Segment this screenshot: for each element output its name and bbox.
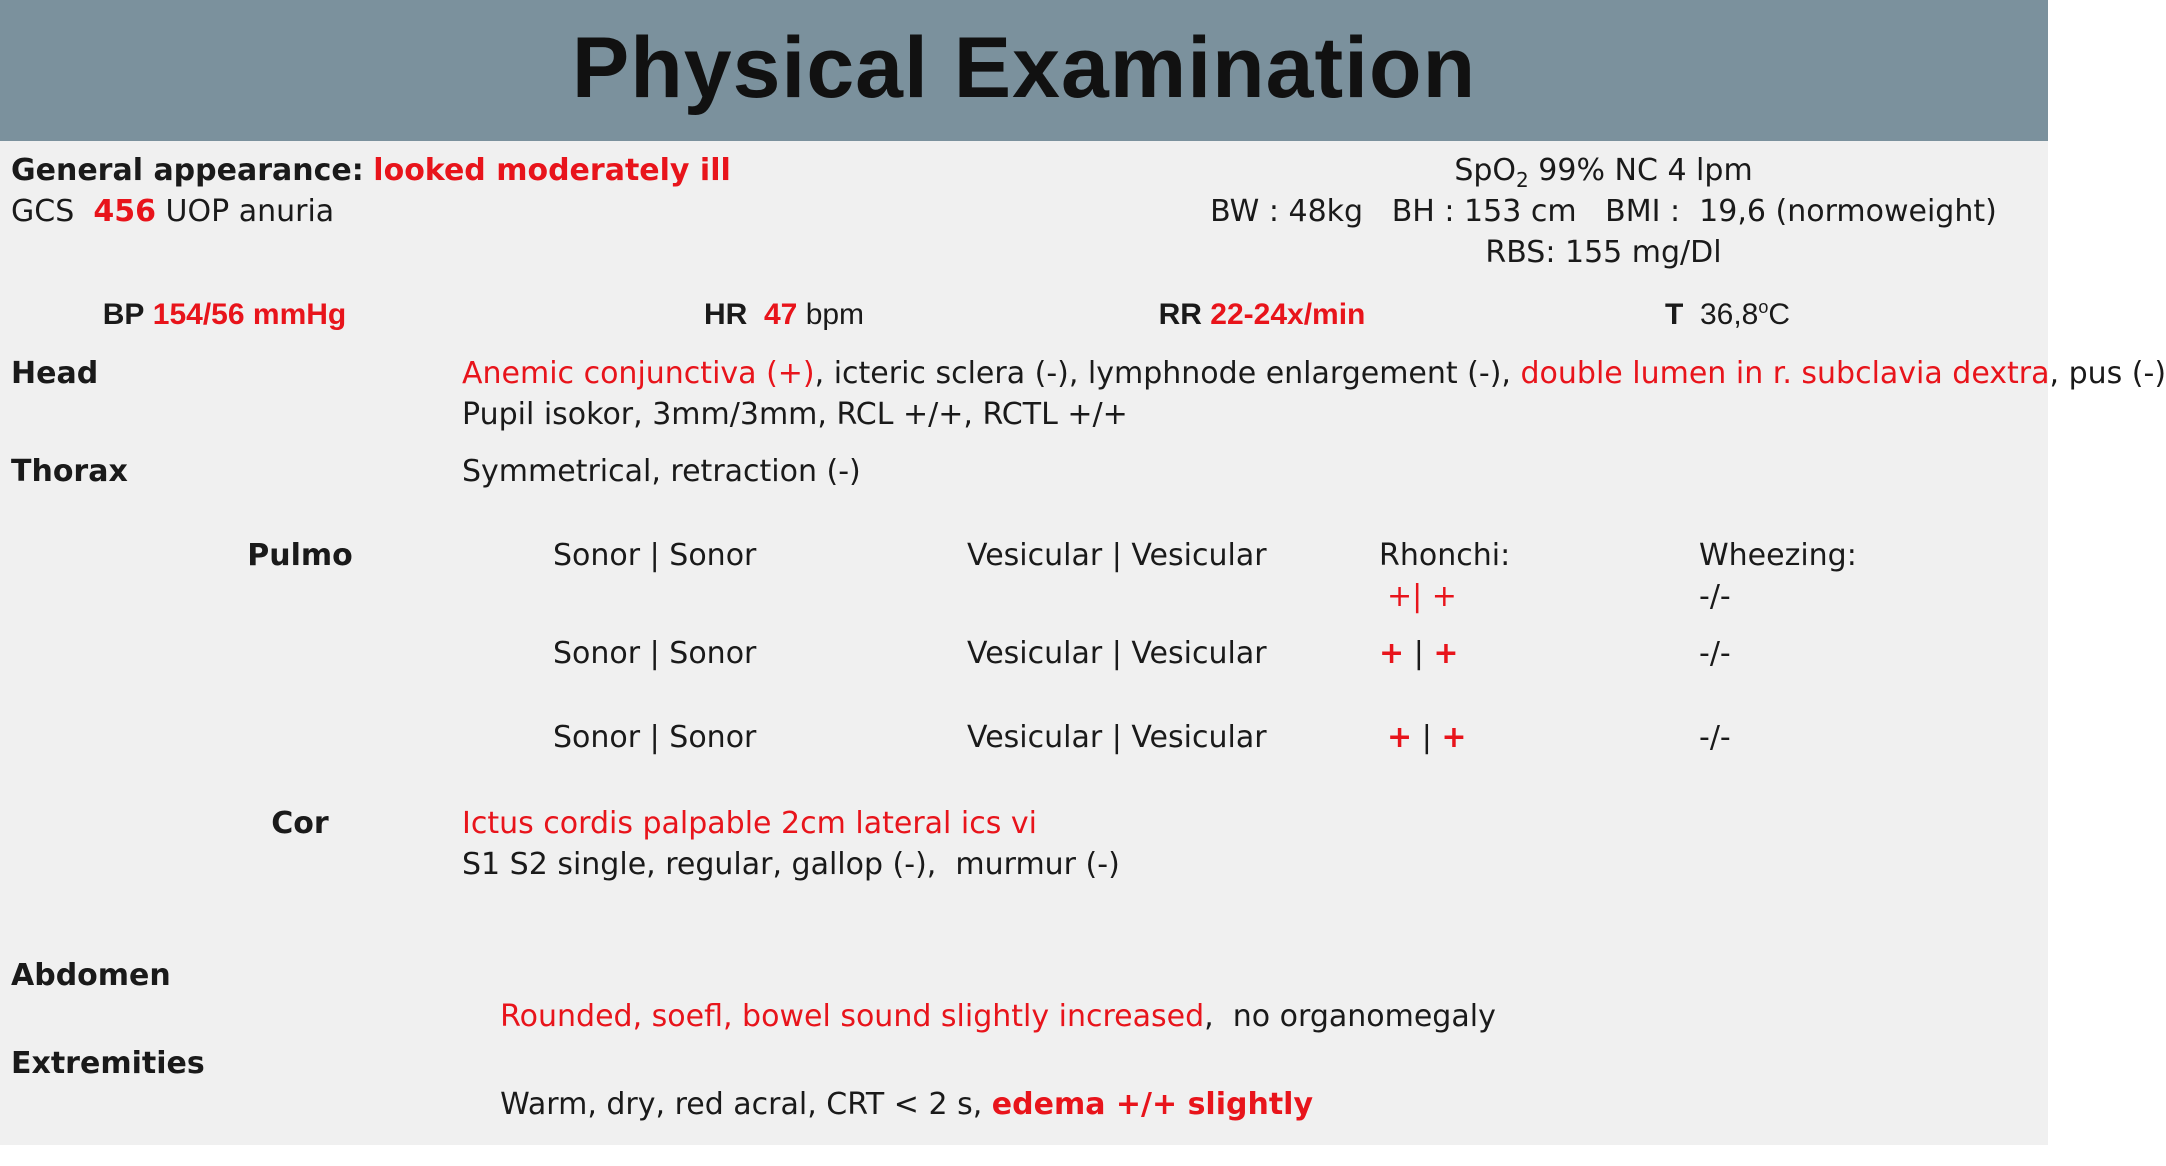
pulmo-rhonchi-1 [1368,528,1686,624]
spo2-subscript: 2 [1516,168,1529,192]
spo2-line [1159,150,2048,191]
uop-value: UOP anuria [165,194,335,229]
temp-value: 36,8 [1699,298,1759,331]
general-appearance-label: General appearance: [11,153,364,188]
thorax-value: Symmetrical, retraction (-) [451,444,2048,526]
hr-cell [451,287,1117,344]
head-anemic: Anemic conjunctiva (+) [462,356,815,391]
general-cell [0,143,1117,285]
pulmo-auscultation-2: Vesicular | Vesicular [851,626,1366,708]
spo2-value: 99% NC 4 lpm [1538,153,1753,188]
abdomen-label: Abdomen [0,948,449,1034]
bp-cell [0,287,449,344]
pulmo-label: Pulmo [151,528,449,794]
temp-label: T [1664,298,1684,331]
body-measures: BW : 48kg BH : 153 cm BMI : 19,6 (normoweight) [1210,194,1997,229]
head-label: Head [0,346,449,442]
pulmo-auscultation-1: Vesicular | Vesicular [851,528,1366,624]
head-pupil: Pupil isokor, 3mm/3mm, RCL +/+, RCTL +/+ [462,397,1128,432]
rhonchi-right-1: + [1431,579,1457,614]
bp-label: BP [102,298,145,331]
rr-label: RR [1158,298,1202,331]
rr-value: 22-24x/min [1210,298,1366,331]
abdomen-rest-text: , no organomegaly [1204,999,1496,1034]
temp-unit: C [1768,298,1791,331]
pulmo-percussion-3: Sonor | Sonor [451,710,849,794]
abdomen-red-text: Rounded, soefl, bowel sound slightly increased [500,999,1205,1034]
head-text-2: , pus (-) [2049,356,2166,391]
pulmo-percussion-1: Sonor | Sonor [451,528,849,624]
rhonchi-left-3: + [1387,720,1413,755]
pulmo-wheezing-1 [1688,528,2048,624]
measures-cell [1119,143,2048,285]
general-appearance-value: looked moderately ill [373,153,731,188]
abdomen-findings [451,948,2048,1034]
extremities-label: Extremities [0,1036,449,1145]
gcs-value: 456 [93,194,156,229]
cor-findings [451,796,2048,946]
pulmo-auscultation-3: Vesicular | Vesicular [851,710,1366,794]
page-title: Physical Examination [571,20,1477,116]
spo2-label: SpO [1454,153,1517,188]
extremities-edema: edema +/+ slightly [991,1087,1314,1122]
thorax-sub-spacer [0,528,149,946]
rr-cell [1119,287,1405,344]
pulmo-wheezing-3: -/- [1688,710,2048,794]
bp-value: 154/56 mmHg [152,298,347,331]
thorax-label: Thorax [0,444,449,526]
pulmo-percussion-2: Sonor | Sonor [451,626,849,708]
rhonchi-right-2: + [1433,636,1459,671]
hr-unit: bpm [805,298,865,331]
rbs-value: RBS: 155 mg/Dl [1485,235,1722,270]
rhonchi-label: Rhonchi: [1379,538,1511,573]
temp-cell [1407,287,2048,344]
pulmo-wheezing-2: -/- [1688,626,2048,708]
pulmo-rhonchi-3 [1368,710,1686,794]
gcs-label: GCS [11,194,75,229]
rhonchi-right-3: + [1441,720,1467,755]
hr-label: HR [703,298,748,331]
wheezing-label: Wheezing: [1699,538,1857,573]
rhonchi-left-2: + [1379,636,1405,671]
extremities-findings [451,1036,2048,1145]
hr-value: 47 [763,298,798,331]
rhonchi-sep-2: | [1413,636,1424,671]
rhonchi-sep-1: | [1412,579,1423,614]
head-double-lumen: double lumen in r. subclavia dextra [1520,356,2050,391]
degree-mark: o [1758,297,1769,317]
wheezing-value-1: -/- [1699,579,1731,614]
rhonchi-left-1: + [1387,579,1413,614]
title-bar [0,0,2048,141]
cor-label: Cor [151,796,449,946]
head-findings [451,346,2166,442]
cor-sounds: S1 S2 single, regular, gallop (-), murmur (-) [462,847,1120,882]
extremities-plain-text: Warm, dry, red acral, CRT < 2 s, [500,1087,992,1122]
head-text-1: , icteric sclera (-), lymphnode enlargement (-), [814,356,1521,391]
cor-ictus: Ictus cordis palpable 2cm lateral ics vi [462,806,1037,841]
pulmo-rhonchi-2 [1368,626,1686,708]
rhonchi-sep-3: | [1421,720,1432,755]
